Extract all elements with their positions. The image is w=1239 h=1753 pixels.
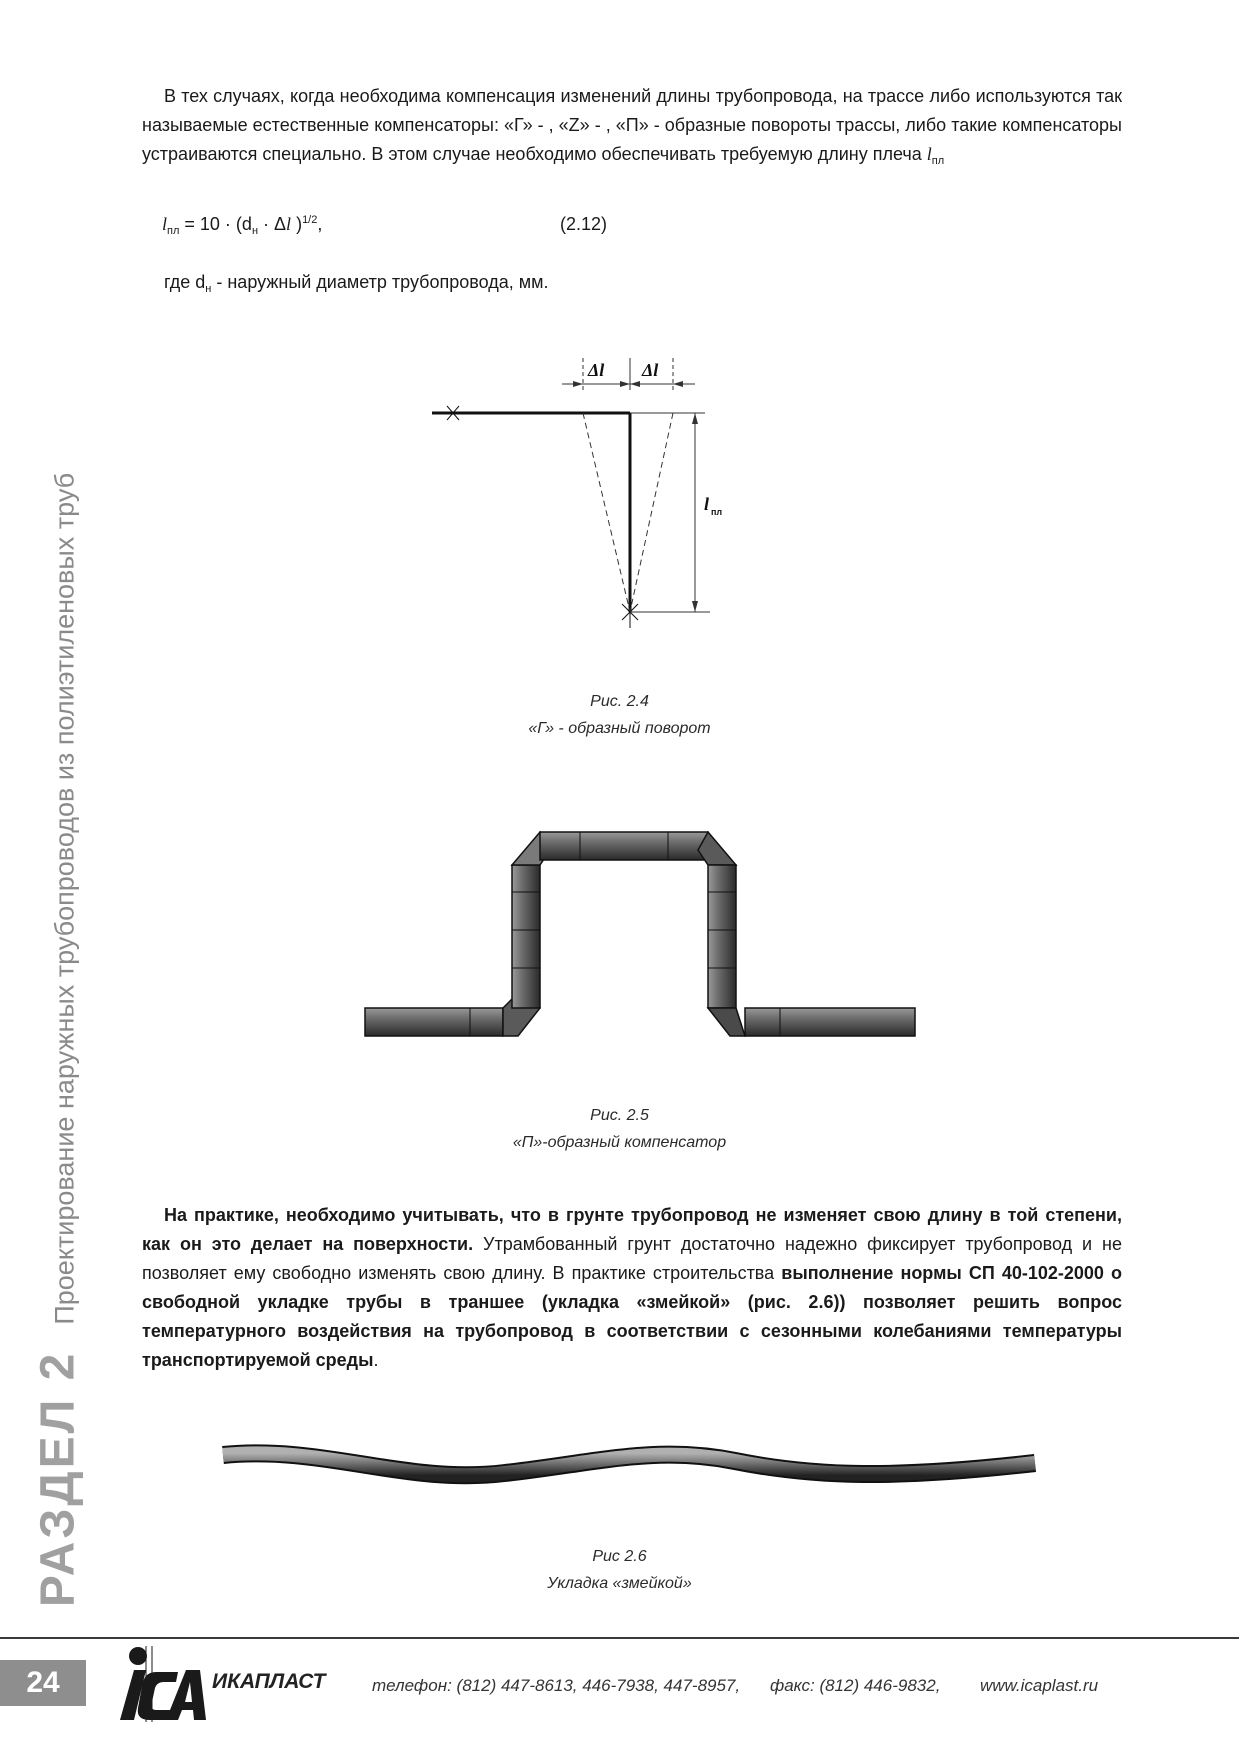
practice-paragraph	[142, 1201, 1122, 1375]
fig26-caption-title: Укладка «змейкой»	[547, 1575, 692, 1592]
footer-fax: факс: (812) 446-9832,	[770, 1676, 941, 1695]
definition-prefix: где d	[164, 272, 206, 292]
length-label: l	[704, 494, 710, 514]
intro-paragraph	[142, 82, 1122, 176]
len-arrow-bottom	[692, 601, 698, 612]
sidebar-text	[31, 473, 86, 1607]
formula-power: 1/2	[302, 214, 318, 226]
brand-name: ИКАПЛАСТ	[212, 1670, 326, 1693]
fig25-caption-num: Рис. 2.5	[590, 1107, 649, 1124]
practice-bold-1: На практике, необходимо учитывать, что в грунте трубопровод не изменяет свою длину в той степени, как он это делает на поверхности.	[142, 1205, 1122, 1254]
fig25-caption-title: «П»-образный компенсатор	[512, 1134, 727, 1151]
formula-mid-symbol: l	[286, 214, 292, 234]
figure-2-5	[360, 820, 920, 1050]
arrow-left-a	[573, 381, 583, 387]
deflect-left	[583, 413, 630, 612]
deflect-right	[630, 413, 673, 612]
formula-tail: ,	[317, 214, 323, 234]
company-logo	[116, 1642, 206, 1724]
page-number: 24	[0, 1660, 86, 1706]
formula-mid: · Δ	[258, 214, 287, 234]
definition-sub: н	[205, 283, 212, 295]
intro-text: В тех случаях, когда необходима компенсация изменений длины трубопровода, на трассе либо используются так называемые естественные компенсаторы: «Г» - , «Z» - , «П» - образные повороты трассы, либо такие компенсаторы устраиваются специально. В этом случае необходимо обеспечивать требуемую длину плеча	[142, 86, 1122, 164]
fig26-caption-num: Рис 2.6	[592, 1548, 647, 1565]
len-arrow-top	[692, 413, 698, 424]
formula-close: )	[291, 214, 303, 234]
length-sub: пл	[711, 507, 723, 517]
formula-d-sub: н	[251, 225, 259, 237]
fig24-caption	[0, 688, 1239, 742]
arrow-right-a	[630, 381, 640, 387]
figure-2-4	[420, 350, 740, 640]
delta-left-label: Δl	[588, 360, 605, 380]
sidebar	[22, 460, 94, 1620]
fig24-caption-num: Рис. 2.4	[590, 693, 649, 710]
fig26-caption	[0, 1543, 1239, 1597]
arrow-right-b	[673, 381, 683, 387]
definition	[164, 268, 1064, 304]
footer-phone: телефон: (812) 447-8613, 446-7938, 447-8957,	[372, 1676, 741, 1695]
equation-number: (2.12)	[560, 214, 608, 234]
fig24-caption-title: «Г» - образный поворот	[528, 720, 711, 737]
definition-text: - наружный диаметр трубопровода, мм.	[211, 272, 549, 292]
fig25-caption	[0, 1102, 1239, 1156]
formula-lhs-sub: пл	[167, 225, 180, 237]
footer-website[interactable]: www.icaplast.ru	[980, 1676, 1099, 1695]
section-label: РАЗДЕЛ 2	[31, 1350, 85, 1608]
delta-right-label: Δl	[642, 360, 659, 380]
u-compensator	[365, 832, 915, 1036]
figure-2-6	[215, 1425, 1045, 1505]
formula	[162, 214, 322, 237]
intro-symbol-sub: пл	[931, 155, 945, 167]
intro-symbol: l	[926, 144, 932, 164]
practice-normal-2: .	[373, 1350, 379, 1370]
practice-normal-1: Утрамбованный грунт достаточно надежно фиксирует трубопровод и не позволяет ему свободно изменять свою длину. В практике строительства	[142, 1234, 1122, 1283]
formula-lhs: l	[162, 214, 168, 234]
practice-bold-2: выполнение нормы СП 40-102-2000 о свободной укладке трубы в траншее (укладка «змейкой» (рис. 2.6)) позволяет решить вопрос температурного воздействия на трубопровод в соответствии с сезонными колебаниями температуры транспортируемой среды	[142, 1263, 1122, 1370]
section-title: Проектирование наружных трубопроводов из полиэтиленовых труб	[49, 472, 80, 1325]
formula-body: = 10 · (d	[179, 214, 252, 234]
footer-divider	[0, 1637, 1239, 1639]
arrow-left-b	[620, 381, 630, 387]
